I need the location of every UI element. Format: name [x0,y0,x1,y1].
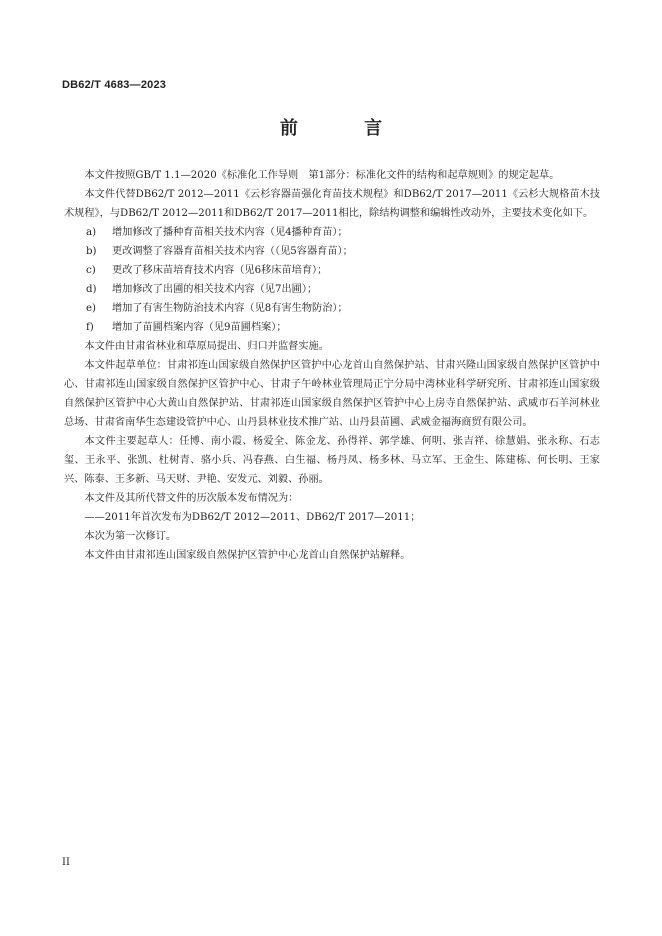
list-item [86,223,600,242]
paragraph-replacement: 本文件代替DB62/T 2012—2011《云杉容器苗强化育苗技术规程》和DB62/T 2017—2011《云杉大规格苗木技术规程》，与DB62/T 2012—2011和DB62/T 2017—2011相比，除结构调整和编辑性改动外，主要技术变化如下。 [64,189,600,219]
list-item [86,280,600,299]
list-item-text: 增加修改了播种育苗相关技术内容（见4播种育苗）； [112,227,348,238]
list-item [86,261,600,280]
page-number: II [62,857,70,868]
list-item-label: f) [86,322,94,333]
paragraph-interpretation: 本文件由甘肃祁连山国家级自然保护区管护中心龙首山自然保护站解释。 [84,550,411,561]
list-item-text: 增加了有害生物防治技术内容（见8有害生物防治）； [112,303,348,314]
paragraph-drafting-units: 本文件起草单位：甘肃祁连山国家级自然保护区管护中心龙首山自然保护站、甘肃兴隆山国家级自然保护区管护中心、甘肃祁连山国家级自然保护区管护中心、甘肃子午岭林业管理局正宁分局中湾林业科学研究所、甘肃祁连山国家级自然保护区管护中心大黄山自然保护站、甘肃祁连山国家级自然保护区管护中心上房寺自然保护站、武威市石羊河林业总场、甘肃省南华生态建设管护中心、山丹县林业技术推广站、山丹县苗圃、武威金福海商贸有限公司。 [64,360,600,428]
list-item-label: d) [86,284,97,295]
paragraph-history-intro: 本文件及其所代替文件的历次版本发布情况为： [84,493,299,504]
list-item-text: 增加修改了出圃的相关技术内容（见7出圃）； [112,284,318,295]
list-item-label: b) [86,246,97,257]
list-item-label: c) [86,265,96,276]
paragraph-proposer: 本文件由甘肃省林业和草原局提出、归口并监督实施。 [84,341,329,352]
list-item-label: a) [86,227,97,238]
page-title: 前 言 [279,118,413,139]
list-item-text: 更改调整了容器育苗相关技术内容（（见5容器育苗）； [112,246,353,257]
paragraph-history-first: ——2011年首次发布为DB62/T 2012—2011、DB62/T 2017—2011； [84,512,421,523]
paragraph-revision: 本次为第一次修订。 [84,531,177,542]
list-item [86,318,600,337]
list-item [86,242,600,261]
list-item-text: 增加了苗圃档案内容（见9苗圃档案）； [112,322,287,333]
list-item-label: e) [86,303,97,314]
paragraph-drafters: 本文件主要起草人：任博、南小霞、杨爱全、陈金龙、孙得祥、郭学雄、何明、张吉祥、徐慧娟、张永称、石志玺、王永平、张凯、杜树青、骆小兵、冯春燕、白生福、杨丹凤、杨多林、马立军、王金生、陈建栋、何长明、王家兴、陈泰、王多新、马天财、尹艳、安发元、刘毅、孙丽。 [64,436,600,485]
list-item-text: 更改了移床苗培育技术内容（见6移床苗培育）； [112,265,328,276]
standard-number: DB62/T 4683—2023 [62,79,167,91]
list-item [86,299,600,318]
document-body [64,166,600,565]
paragraph-drafting-rules: 本文件按照GB/T 1.1—2020《标准化工作导则 第1部分：标准化文件的结构和起草规则》的规定起草。 [84,170,560,181]
